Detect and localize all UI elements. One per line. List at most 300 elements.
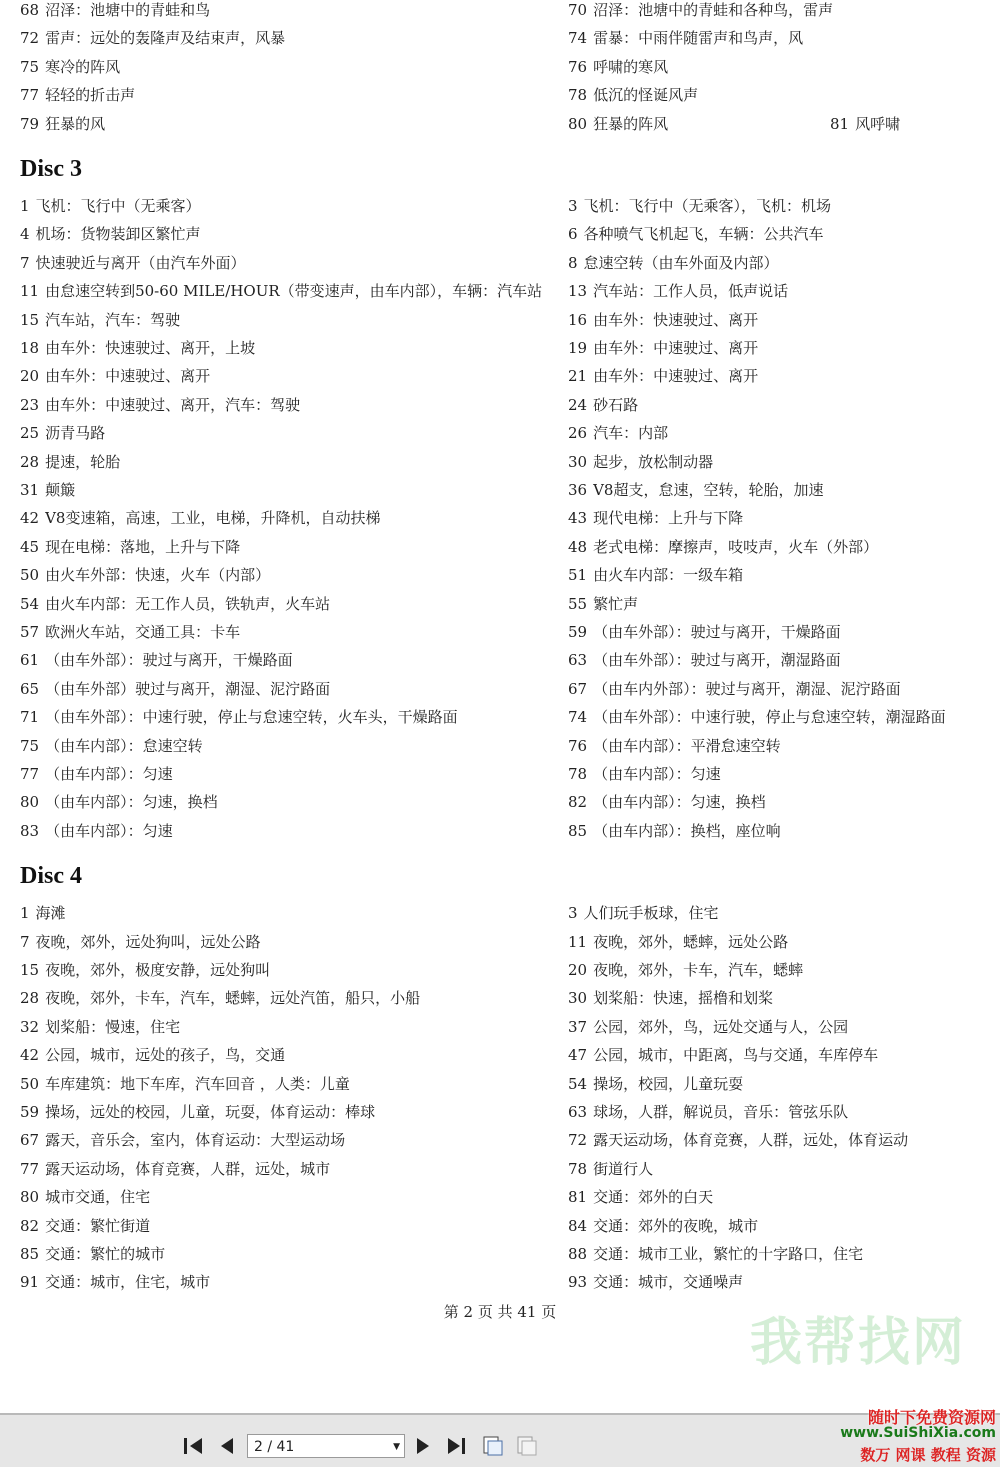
track-number: 32 [20, 1017, 40, 1036]
track-title: （由车外部）：中速行驶，停止与怠速空转，火车头，干燥路面 [45, 708, 458, 727]
track-number: 63 [568, 651, 588, 670]
list-row [0, 1072, 1000, 1096]
track-title: V8超支，怠速，空转，轮胎，加速 [593, 481, 824, 499]
track-title: （由车内部）：匀速 [593, 765, 721, 783]
list-item [568, 308, 758, 332]
list-item [20, 819, 173, 843]
list-item [20, 26, 285, 50]
track-number: 15 [20, 310, 40, 329]
track-number: 11 [20, 282, 40, 301]
list-row [0, 364, 1000, 388]
track-title: 汽车站，汽车：驾驶 [45, 310, 181, 329]
prev-page-icon[interactable] [216, 1435, 238, 1457]
track-title: 汽车：内部 [593, 424, 669, 443]
track-title: 砂石路 [593, 395, 639, 414]
track-title: （由车内部）：匀速 [45, 765, 173, 783]
track-title: 机场：货物装卸区繁忙声 [35, 225, 201, 244]
track-title: （由车外部）：驶过与离开，干燥路面 [593, 623, 841, 641]
track-title: 夜晚，郊外，蟋蟀，远处公路 [593, 932, 789, 951]
track-number: 43 [568, 509, 588, 528]
list-item [568, 1157, 653, 1181]
track-number: 80 [20, 793, 40, 812]
track-title: V8变速箱，高速，工业，电梯，升降机，自动扶梯 [45, 509, 381, 528]
track-title: 交通：城市，交通噪声 [593, 1273, 744, 1292]
track-title: 操场，校园，儿童玩耍 [593, 1074, 744, 1093]
list-item [20, 620, 240, 644]
track-number: 3 [568, 904, 578, 923]
list-row [0, 1043, 1000, 1067]
section-heading: Disc 4 [20, 863, 82, 890]
track-number: 45 [20, 537, 40, 556]
track-number: 65 [20, 679, 40, 698]
track-title: 球场，人群，解说员，音乐：管弦乐队 [593, 1103, 849, 1121]
list-item [568, 535, 878, 559]
track-title: （由车内部）：怠速空转 [45, 736, 203, 755]
page-number-field[interactable] [247, 1434, 405, 1458]
track-number: 25 [20, 424, 40, 443]
track-title: （由车内部）：平滑怠速空转 [593, 736, 781, 755]
track-title: 繁忙声 [593, 594, 639, 613]
track-number: 23 [20, 395, 40, 414]
list-item [20, 1015, 180, 1039]
list-item [568, 790, 766, 814]
list-row [0, 986, 1000, 1010]
list-item [20, 478, 75, 502]
track-number: 19 [568, 339, 588, 357]
track-title: 交通：城市，住宅，城市 [45, 1273, 211, 1292]
track-number: 74 [568, 708, 588, 727]
track-title: 狂暴的风 [45, 114, 106, 133]
track-number: 77 [20, 765, 40, 783]
list-item [20, 563, 270, 587]
list-item [20, 506, 380, 530]
track-number: 70 [568, 1, 588, 19]
track-title: 风呼啸 [855, 114, 901, 133]
track-number: 3 [568, 197, 578, 215]
track-number: 81 [830, 114, 850, 133]
list-row [0, 1242, 1000, 1266]
list-row [0, 1270, 1000, 1294]
list-row [0, 83, 1000, 107]
list-row [0, 279, 1000, 303]
track-number: 16 [568, 310, 588, 329]
track-title: 提速，轮胎 [45, 452, 121, 471]
list-item [20, 592, 330, 616]
track-number: 72 [568, 1131, 588, 1150]
track-number: 36 [568, 481, 588, 499]
track-title: 雷暴：中雨伴随雷声和鸟声，风 [593, 29, 804, 48]
list-item [568, 762, 721, 786]
fit-width-icon[interactable] [516, 1435, 538, 1457]
track-title: 沼泽：池塘中的青蛙和各种鸟，雷声 [593, 1, 834, 19]
track-title: 现在电梯：落地，上升与下降 [45, 537, 241, 556]
list-item [830, 112, 900, 136]
track-title: 由车外：中速驶过、离开 [593, 367, 759, 386]
track-title: 现代电梯：上升与下降 [593, 509, 744, 528]
track-number: 78 [568, 765, 588, 783]
list-item [20, 535, 240, 559]
list-item [568, 986, 773, 1010]
track-title: 由火车外部：快速，火车（内部） [45, 566, 271, 585]
track-number: 1 [20, 904, 30, 923]
list-item [20, 251, 246, 275]
track-number: 54 [568, 1074, 588, 1093]
track-title: 城市交通，住宅 [45, 1188, 151, 1207]
track-number: 37 [568, 1017, 588, 1036]
list-row [0, 592, 1000, 616]
track-number: 28 [20, 989, 40, 1008]
list-item [20, 1072, 350, 1096]
track-title: 怠速空转（由车外面及内部） [583, 253, 779, 272]
list-item [568, 677, 901, 701]
list-item [20, 790, 218, 814]
track-title: 夜晚，郊外，卡车，汽车，蟋蟀 [593, 961, 804, 979]
list-item [20, 1157, 330, 1181]
list-row [0, 620, 1000, 644]
track-number: 80 [20, 1188, 40, 1207]
track-title: 交通：繁忙街道 [45, 1216, 151, 1235]
track-number: 4 [20, 225, 30, 244]
list-item [20, 1043, 285, 1067]
list-row [0, 112, 1000, 136]
list-item [568, 1128, 908, 1152]
track-title: （由车内部）：匀速 [45, 821, 173, 840]
track-title: 人们玩手板球，住宅 [583, 904, 719, 923]
track-number: 72 [20, 29, 40, 48]
track-number: 20 [568, 961, 588, 979]
list-row [0, 1128, 1000, 1152]
track-title: 露天运动场，体育竞赛，人群，远处，城市 [45, 1159, 331, 1178]
list-row [0, 1100, 1000, 1124]
list-row [0, 930, 1000, 954]
track-title: 交通：繁忙的城市 [45, 1245, 166, 1263]
track-title: （由车内部）：匀速，换档 [45, 793, 218, 812]
list-row [0, 901, 1000, 925]
list-row [0, 393, 1000, 417]
track-number: 59 [20, 1103, 40, 1121]
track-number: 24 [568, 395, 588, 414]
track-number: 11 [568, 932, 588, 951]
track-title: 由车外：快速驶过、离开 [593, 310, 759, 329]
list-item [20, 0, 210, 22]
track-number: 80 [568, 114, 588, 133]
track-number: 63 [568, 1103, 588, 1121]
list-row [0, 535, 1000, 559]
list-item [20, 901, 66, 925]
list-item [568, 1100, 848, 1124]
list-item [568, 450, 713, 474]
track-number: 68 [20, 1, 40, 19]
list-row [0, 762, 1000, 786]
list-row [0, 1214, 1000, 1238]
list-item [20, 762, 173, 786]
list-item [568, 563, 743, 587]
track-title: 交通：郊外的白天 [593, 1188, 714, 1207]
list-item [20, 648, 293, 672]
track-number: 85 [20, 1245, 40, 1263]
list-item [20, 1128, 345, 1152]
track-title: 飞机：飞行中（无乘客） [35, 197, 201, 215]
list-item [568, 83, 698, 107]
track-title: （由车内部）：换档，座位响 [593, 821, 781, 840]
track-number: 75 [20, 57, 40, 76]
track-number: 88 [568, 1245, 588, 1263]
list-row [0, 506, 1000, 530]
list-item [20, 677, 330, 701]
track-number: 77 [20, 1159, 40, 1178]
track-number: 42 [20, 509, 40, 528]
track-number: 59 [568, 623, 588, 641]
list-item [20, 958, 270, 982]
list-item [568, 279, 788, 303]
track-title: 街道行人 [593, 1159, 654, 1178]
list-item [568, 930, 788, 954]
track-title: 由车外：中速驶过、离开 [593, 339, 759, 357]
track-number: 15 [20, 961, 40, 979]
track-title: 露天运动场，体育竞赛，人群，远处，体育运动 [593, 1131, 909, 1150]
list-item [20, 450, 120, 474]
banner-line-2: www.SuiShiXia.com [840, 1425, 996, 1441]
track-number: 78 [568, 1159, 588, 1178]
track-number: 21 [568, 367, 588, 386]
track-number: 28 [20, 452, 40, 471]
track-title: （由车外部）：中速行驶，停止与怠速空转，潮湿路面 [593, 708, 946, 727]
track-title: 公园，城市，远处的孩子，鸟，交通 [45, 1046, 286, 1065]
list-item [568, 1242, 863, 1266]
track-title: 呼啸的寒风 [593, 57, 669, 76]
track-number: 76 [568, 736, 588, 755]
list-row [0, 421, 1000, 445]
list-row [0, 705, 1000, 729]
track-number: 91 [20, 1273, 40, 1292]
last-page-icon[interactable] [446, 1435, 468, 1457]
track-title: 各种喷气飞机起飞，车辆：公共汽车 [583, 225, 824, 244]
track-title: 公园，郊外，鸟，远处交通与人，公园 [593, 1017, 849, 1036]
track-title: 汽车站：工作人员，低声说话 [593, 282, 789, 301]
list-item [20, 421, 105, 445]
list-item [20, 986, 420, 1010]
track-number: 18 [20, 339, 40, 357]
track-title: 夜晚，郊外，远处狗叫，远处公路 [35, 932, 261, 951]
track-number: 8 [568, 253, 578, 272]
list-item [568, 26, 803, 50]
track-title: 快速驶近与离开（由汽车外面） [35, 253, 246, 272]
list-item [568, 705, 946, 729]
track-number: 26 [568, 424, 588, 443]
track-title: 沥青马路 [45, 424, 106, 443]
list-row [0, 734, 1000, 758]
list-item [20, 194, 201, 218]
track-title: 沼泽：池塘中的青蛙和鸟 [45, 1, 211, 19]
track-title: 由车外：中速驶过、离开 [45, 367, 211, 386]
list-item [568, 194, 831, 218]
track-number: 51 [568, 566, 588, 585]
list-item [20, 393, 300, 417]
list-item [568, 648, 841, 672]
list-row [0, 222, 1000, 246]
track-number: 55 [568, 594, 588, 613]
list-item [20, 83, 135, 107]
list-row [0, 0, 1000, 22]
track-number: 76 [568, 57, 588, 76]
track-title: 由怠速空转到50-60 MILE/HOUR（带变速声，由车内部），车辆：汽车站 [45, 282, 543, 301]
track-number: 30 [568, 989, 588, 1008]
list-item [568, 734, 781, 758]
track-title: 由车外：中速驶过、离开，汽车：驾驶 [45, 395, 301, 414]
list-item [20, 1270, 210, 1294]
list-row [0, 1015, 1000, 1039]
fit-page-icon[interactable] [482, 1435, 504, 1457]
track-number: 1 [20, 197, 30, 215]
track-number: 82 [568, 793, 588, 812]
list-item [568, 506, 743, 530]
list-item [568, 1072, 743, 1096]
track-title: 雷声：远处的轰隆声及结束声，风暴 [45, 29, 286, 48]
list-item [568, 1015, 848, 1039]
list-item [568, 1214, 758, 1238]
track-title: 交通：郊外的夜晚，城市 [593, 1216, 759, 1235]
track-number: 83 [20, 821, 40, 840]
track-title: 寒冷的阵风 [45, 57, 121, 76]
page-number-value: 2 / 41 [254, 1439, 295, 1455]
track-number: 30 [568, 452, 588, 471]
track-number: 61 [20, 651, 40, 670]
track-title: 夜晚，郊外，极度安静，远处狗叫 [45, 961, 271, 979]
list-item [20, 705, 458, 729]
list-item [568, 1185, 713, 1209]
list-row [0, 563, 1000, 587]
banner-line-3: 数万 网课 教程 资源 [860, 1446, 996, 1464]
track-number: 93 [568, 1273, 588, 1292]
track-number: 85 [568, 821, 588, 840]
track-number: 77 [20, 86, 40, 105]
list-item [20, 734, 203, 758]
list-item [20, 930, 261, 954]
track-number: 71 [20, 708, 40, 727]
track-number: 7 [20, 253, 30, 272]
track-number: 54 [20, 594, 40, 613]
track-title: 夜晚，郊外，卡车，汽车，蟋蟀，远处汽笛，船只，小船 [45, 989, 421, 1008]
list-item [568, 421, 668, 445]
list-row [0, 958, 1000, 982]
list-row [0, 194, 1000, 218]
track-title: 飞机：飞行中（无乘客），飞机：机场 [583, 197, 832, 215]
list-item [568, 55, 668, 79]
track-number: 82 [20, 1216, 40, 1235]
list-row [0, 478, 1000, 502]
section-heading: Disc 3 [20, 156, 82, 182]
track-title: （由车内部）：匀速，换档 [593, 793, 766, 812]
page-footer: 第 2 页 共 41 页 [443, 1303, 557, 1321]
list-row [0, 251, 1000, 275]
track-number: 20 [20, 367, 40, 386]
track-number: 50 [20, 566, 40, 585]
track-title: 露天，音乐会，室内，体育运动：大型运动场 [45, 1131, 346, 1150]
track-title: 操场，远处的校园，儿童，玩耍，体育运动：棒球 [45, 1103, 376, 1121]
track-title: 公园，城市，中距离，鸟与交通，车库停车 [593, 1046, 879, 1065]
track-title: 老式电梯：摩擦声，吱吱声，火车（外部） [593, 537, 879, 556]
banner-line-1: 随时下免费资源网 [867, 1408, 996, 1427]
track-number: 13 [568, 282, 588, 301]
list-row [0, 55, 1000, 79]
list-item [20, 1214, 150, 1238]
track-title: 低沉的怪诞风声 [593, 86, 699, 105]
track-number: 6 [568, 225, 578, 244]
list-item [20, 112, 105, 136]
track-number: 47 [568, 1046, 588, 1065]
list-item [568, 958, 803, 982]
next-page-icon[interactable] [412, 1435, 434, 1457]
watermark: 我帮找网 [750, 1313, 967, 1373]
list-item [20, 1242, 165, 1266]
track-number: 42 [20, 1046, 40, 1065]
track-number: 74 [568, 29, 588, 48]
chevron-down-icon[interactable]: ▼ [393, 1442, 400, 1452]
track-number: 79 [20, 114, 40, 133]
list-item [568, 393, 638, 417]
list-row [0, 648, 1000, 672]
track-number: 57 [20, 623, 40, 641]
track-title: 划桨船：快速，摇橹和划桨 [593, 989, 774, 1008]
track-number: 81 [568, 1188, 588, 1207]
list-item [20, 55, 120, 79]
track-title: 轻轻的折击声 [45, 86, 136, 105]
list-item [20, 279, 542, 303]
list-item [568, 901, 719, 925]
list-item [568, 592, 638, 616]
list-item [20, 364, 210, 388]
list-item [20, 1185, 150, 1209]
list-item [568, 251, 779, 275]
list-row [0, 790, 1000, 814]
list-item [568, 620, 841, 644]
track-title: 由火车内部：无工作人员，铁轨声，火车站 [45, 594, 331, 613]
track-title: 海滩 [35, 904, 66, 923]
track-title: 划桨船：慢速，住宅 [45, 1017, 181, 1036]
list-row [0, 336, 1000, 360]
list-item [20, 222, 201, 246]
track-title: （由车外部）：驶过与离开，干燥路面 [45, 651, 293, 670]
list-item [568, 1043, 878, 1067]
track-title: 欧洲火车站，交通工具：卡车 [45, 623, 241, 641]
track-title: 由火车内部：一级车箱 [593, 566, 744, 585]
site-banner [842, 1403, 1000, 1465]
list-row [0, 1157, 1000, 1181]
track-number: 84 [568, 1216, 588, 1235]
list-row [0, 677, 1000, 701]
track-title: 由车外：快速驶过、离开，上坡 [45, 339, 256, 357]
track-title: 狂暴的阵风 [593, 114, 669, 133]
track-number: 31 [20, 481, 40, 499]
track-number: 67 [20, 1131, 40, 1150]
list-item [568, 112, 668, 136]
list-row [0, 819, 1000, 843]
list-item [568, 478, 823, 502]
list-item [568, 336, 758, 360]
list-item [20, 308, 180, 332]
first-page-icon[interactable] [182, 1435, 204, 1457]
list-item [568, 0, 833, 22]
list-item [568, 222, 824, 246]
track-title: 车库建筑：地下车库，汽车回音 ，人类：儿童 [45, 1074, 350, 1093]
list-item [20, 1100, 375, 1124]
track-title: （由车内外部）：驶过与离开，潮湿、泥泞路面 [593, 679, 901, 698]
track-title: （由车外部）驶过与离开，潮湿、泥泞路面 [45, 679, 331, 698]
track-number: 48 [568, 537, 588, 556]
track-number: 75 [20, 736, 40, 755]
track-number: 7 [20, 932, 30, 951]
track-title: （由车外部）：驶过与离开，潮湿路面 [593, 651, 841, 670]
